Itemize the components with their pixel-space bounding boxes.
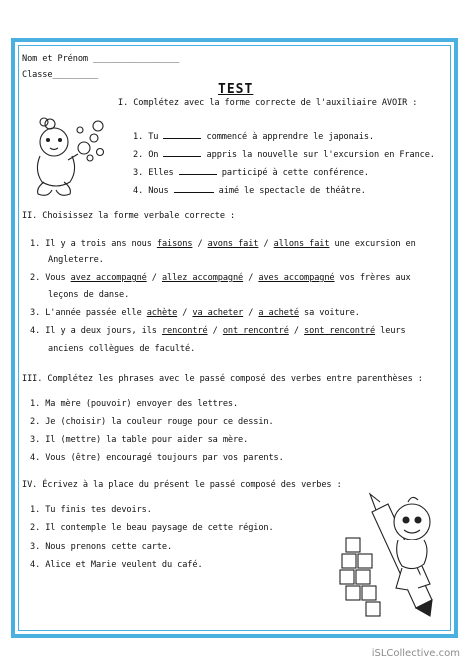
item-text: leurs	[375, 326, 406, 336]
s3-item-3	[30, 435, 248, 446]
item-text: Nous	[148, 186, 174, 196]
section3-instruction: III. Complétez les phrases avec le passé composé des verbes entre parenthèses :	[22, 374, 423, 384]
section2-instruction: II. Choisissez la forme verbale correcte :	[22, 211, 236, 221]
item-text: L'année passée elle	[45, 308, 147, 318]
item-number: 3.	[30, 308, 41, 318]
item-number: 4.	[30, 560, 41, 570]
item-text: appris la nouvelle sur l'excursion en France.	[201, 150, 435, 160]
baby-pencil-blocks-clipart	[332, 482, 448, 622]
watermark-text: iSLCollective.com	[371, 648, 460, 659]
item-number: 2.	[133, 150, 144, 160]
item-text: Nous prenons cette carte.	[45, 542, 173, 552]
item-text: Il contemple le beau paysage de cette région.	[45, 523, 274, 533]
item-text: Tu	[148, 132, 164, 142]
item-number: 3.	[30, 435, 41, 445]
baby-bubbles-clipart	[22, 112, 108, 202]
item-text: une excursion en	[329, 239, 416, 249]
page-title: TEST	[218, 82, 254, 97]
s2-item-1	[30, 239, 416, 250]
item-number: 1.	[30, 239, 41, 249]
item-number: 2.	[30, 417, 41, 427]
separator: /	[288, 326, 305, 336]
separator: /	[192, 239, 208, 249]
s1-item-1	[133, 130, 374, 143]
option-choice[interactable]: rencontré	[161, 326, 208, 336]
option-choice[interactable]: allez accompagné	[161, 273, 244, 283]
separator: /	[243, 308, 259, 318]
item-number: 1.	[30, 505, 41, 515]
item-text: Vous	[45, 273, 71, 283]
s3-item-1	[30, 399, 238, 410]
option-choice[interactable]: va acheter	[192, 308, 244, 318]
s1-item-3	[133, 166, 369, 179]
item-number: 2.	[30, 523, 41, 533]
item-text: vos frères aux	[334, 273, 411, 283]
item-number: 3.	[133, 168, 144, 178]
item-text: On	[148, 150, 164, 160]
item-number: 4.	[30, 326, 41, 336]
item-text: Elles	[148, 168, 179, 178]
item-text: Tu finis tes devoirs.	[45, 505, 152, 515]
separator: /	[243, 273, 259, 283]
separator: /	[207, 326, 223, 336]
item-text: Il (mettre) la table pour aider sa mère.	[45, 435, 249, 445]
item-text: commencé à apprendre le japonais.	[201, 132, 374, 142]
item-number: 1.	[133, 132, 144, 142]
s2-item-2	[30, 273, 411, 284]
class-field-label: Classe_________	[22, 70, 99, 80]
item-number: 1.	[30, 399, 41, 409]
s4-item-2	[30, 523, 274, 534]
item-text: Ma mère (pouvoir) envoyer des lettres.	[45, 399, 239, 409]
item-number: 4.	[30, 453, 41, 463]
s3-item-4	[30, 453, 284, 464]
s2-item-2-continued: leçons de danse.	[48, 290, 130, 300]
separator: /	[177, 308, 193, 318]
option-choice[interactable]: achète	[146, 308, 178, 318]
s4-item-4	[30, 560, 203, 571]
s1-item-4	[133, 184, 366, 197]
item-number: 4.	[133, 186, 144, 196]
name-field-label: Nom et Prénom _________________	[22, 54, 180, 64]
answer-blank[interactable]	[179, 166, 217, 175]
s2-item-4	[30, 326, 406, 337]
option-choice[interactable]: a acheté	[258, 308, 299, 318]
option-choice[interactable]: aves accompagné	[258, 273, 335, 283]
item-text: Je (choisir) la couleur rouge pour ce dessin.	[45, 417, 274, 427]
section1-instruction: I. Complétez avec la forme correcte de l'auxiliaire AVOIR :	[118, 98, 418, 108]
option-choice[interactable]: avons fait	[207, 239, 259, 249]
s1-item-2	[133, 148, 435, 161]
item-text: sa voiture.	[298, 308, 360, 318]
item-text: Il y a trois ans nous	[45, 239, 157, 249]
separator: /	[258, 239, 274, 249]
item-text: Vous (être) encouragé toujours par vos parents.	[45, 453, 284, 463]
item-text: participé à cette conférence.	[216, 168, 369, 178]
option-choice[interactable]: avez accompagné	[70, 273, 147, 283]
item-text: Il y a deux jours, ils	[45, 326, 162, 336]
option-choice[interactable]: allons fait	[273, 239, 330, 249]
separator: /	[146, 273, 162, 283]
s2-item-1-continued: Angleterre.	[48, 255, 104, 265]
answer-blank[interactable]	[174, 184, 214, 193]
answer-blank[interactable]	[163, 130, 201, 139]
s4-item-1	[30, 505, 152, 516]
item-number: 2.	[30, 273, 41, 283]
option-choice[interactable]: sont rencontré	[304, 326, 376, 336]
option-choice[interactable]: faisons	[156, 239, 193, 249]
option-choice[interactable]: ont rencontré	[222, 326, 289, 336]
section4-instruction: IV. Écrivez à la place du présent le passé composé des verbes :	[22, 480, 342, 490]
s4-item-3	[30, 542, 172, 553]
s2-item-4-continued: anciens collègues de faculté.	[48, 344, 196, 354]
item-number: 3.	[30, 542, 41, 552]
item-text: aimé le spectacle de théâtre.	[213, 186, 366, 196]
s2-item-3	[30, 308, 360, 319]
answer-blank[interactable]	[163, 148, 201, 157]
s3-item-2	[30, 417, 274, 428]
item-text: Alice et Marie veulent du café.	[45, 560, 203, 570]
